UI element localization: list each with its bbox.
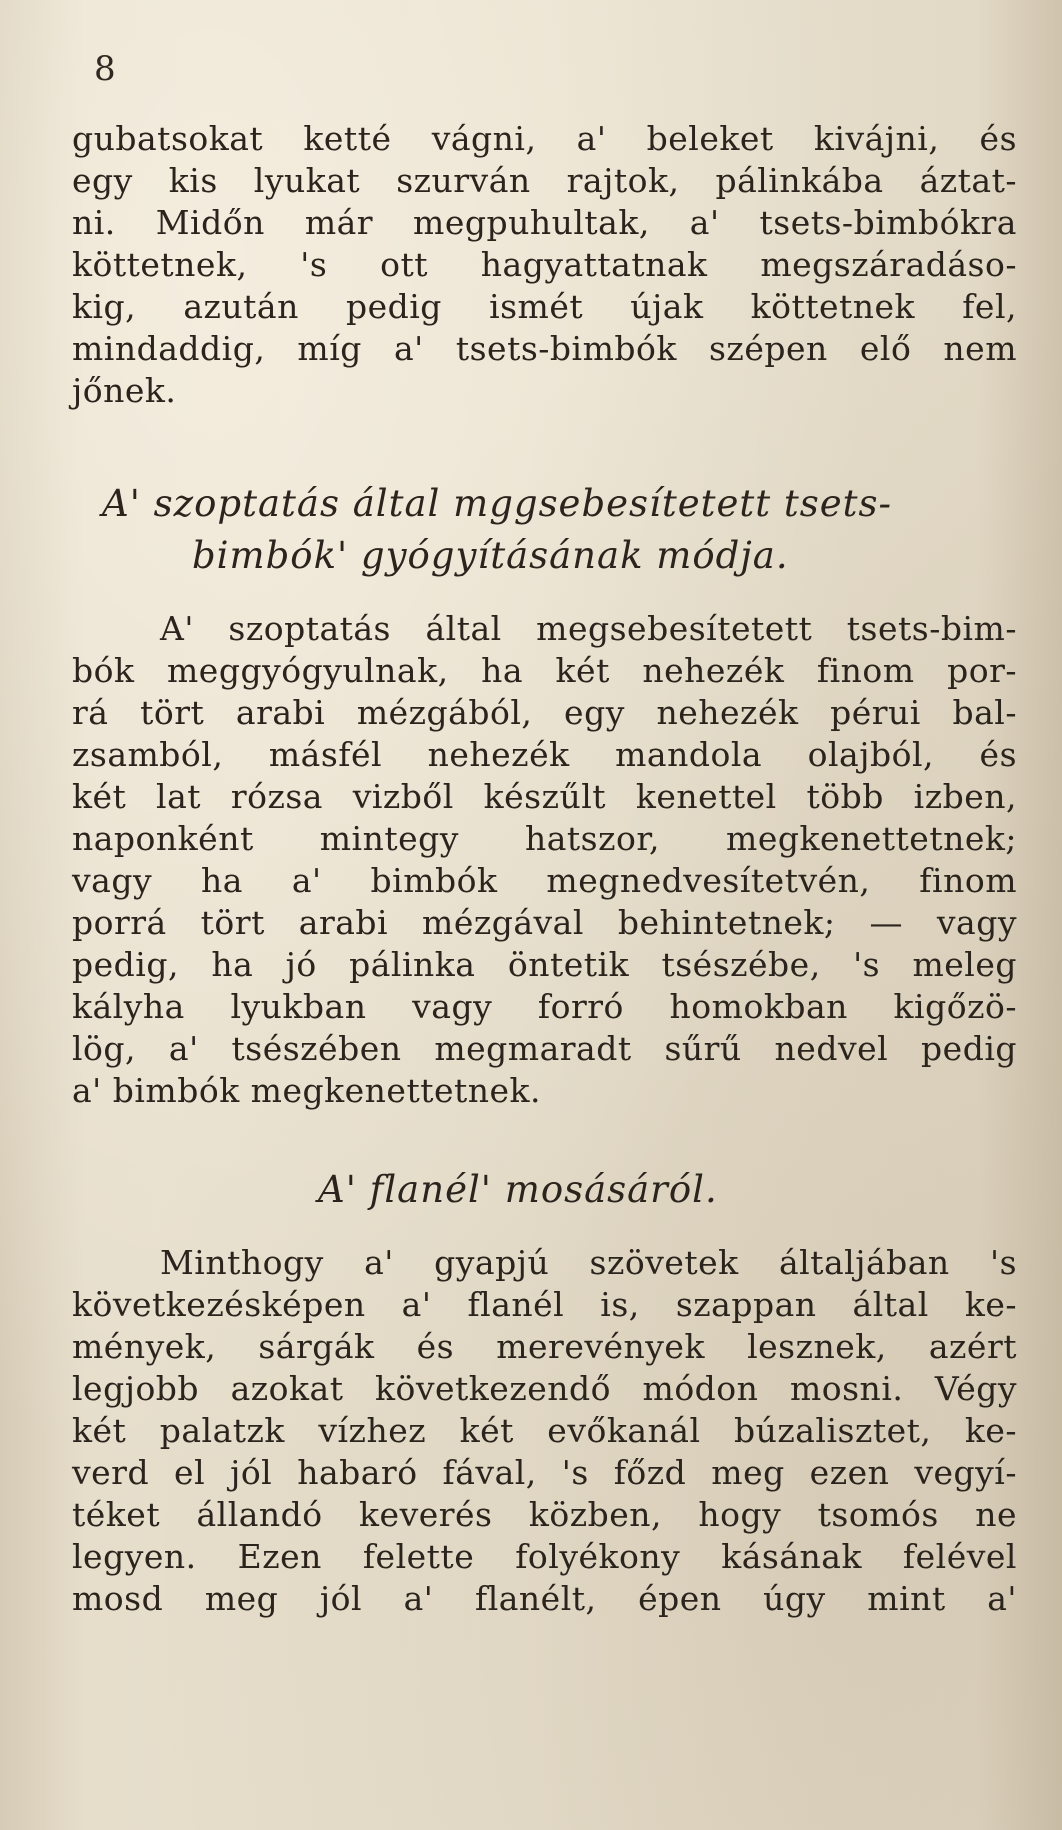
heading-line: A' flanél' mosásáról. <box>318 1168 718 1211</box>
text-line: kályha lyukban vagy forró homokban kigőzö- <box>72 987 1017 1026</box>
text-line: rá tört arabi mézgából, egy nehezék pérui bal- <box>72 693 1017 732</box>
text-line: következésképen a' flanél is, szappan által ke- <box>72 1285 1017 1324</box>
text-line: téket állandó keverés közben, hogy tsomós ne <box>72 1495 1017 1534</box>
text-line: mindaddig, míg a' tsets-bimbók szépen elő nem <box>72 329 1017 368</box>
text-line: a' bimbók megkenettetnek. <box>72 1071 542 1110</box>
heading-line: bimbók' gyógyításának módja. <box>192 534 789 577</box>
text-line: egy kis lyukat szurván rajtok, pálinkába áztat- <box>72 161 1017 200</box>
heading-line: A' szoptatás által mggsebesítetett tsets- <box>102 482 892 525</box>
text-line: mények, sárgák és merevények lesznek, azért <box>72 1327 1017 1366</box>
text-line: két palatzk vízhez két evőkanál búzalisztet, ke- <box>72 1411 1017 1450</box>
text-line: legjobb azokat következendő módon mosni. Végy <box>72 1369 1017 1408</box>
text-line: köttetnek, 's ott hagyattatnak megszáradáso- <box>72 245 1017 284</box>
text-line: kig, azután pedig ismét újak köttetnek fel, <box>72 287 1017 326</box>
text-line: gubatsokat ketté vágni, a' beleket kivájni, és <box>72 119 1017 158</box>
text-line: vagy ha a' bimbók megnedvesítetvén, finom <box>72 861 1017 900</box>
text-line: lög, a' tsészében megmaradt sűrű nedvel pedig <box>72 1029 1017 1068</box>
text-line: A' szoptatás által megsebesítetett tsets-bim- <box>160 609 1017 648</box>
section-heading-flannel-washing <box>318 1164 718 1216</box>
text-line: Minthogy a' gyapjú szövetek általjában 's <box>160 1243 1017 1282</box>
paragraph-nipple-treatment <box>72 608 1017 1112</box>
text-line: legyen. Ezen felette folyékony kásának felével <box>72 1537 1017 1576</box>
text-line: mosd meg jól a' flanélt, épen úgy mint a' <box>72 1579 1017 1618</box>
intro-paragraph <box>72 118 1017 412</box>
text-line: naponként mintegy hatszor, megkenettetnek; <box>72 819 1017 858</box>
text-line: bók meggyógyulnak, ha két nehezék finom por- <box>72 651 1017 690</box>
page-number: 8 <box>94 49 116 89</box>
text-line: két lat rózsa vizből készűlt kenettel több izben, <box>72 777 1017 816</box>
text-line: zsamból, másfél nehezék mandola olajból, és <box>72 735 1017 774</box>
text-line: ni. Midőn már megpuhultak, a' tsets-bimbókra <box>72 203 1017 242</box>
paragraph-flannel-washing <box>72 1242 1017 1620</box>
text-line: verd el jól habaró fával, 's főzd meg ezen vegyí- <box>72 1453 1017 1492</box>
text-line: pedig, ha jó pálinka öntetik tsészébe, 's meleg <box>72 945 1017 984</box>
text-line: porrá tört arabi mézgával behintetnek; — vagy <box>72 903 1017 942</box>
text-line: jőnek. <box>72 371 177 410</box>
section-heading-nipple-treatment <box>102 478 892 582</box>
